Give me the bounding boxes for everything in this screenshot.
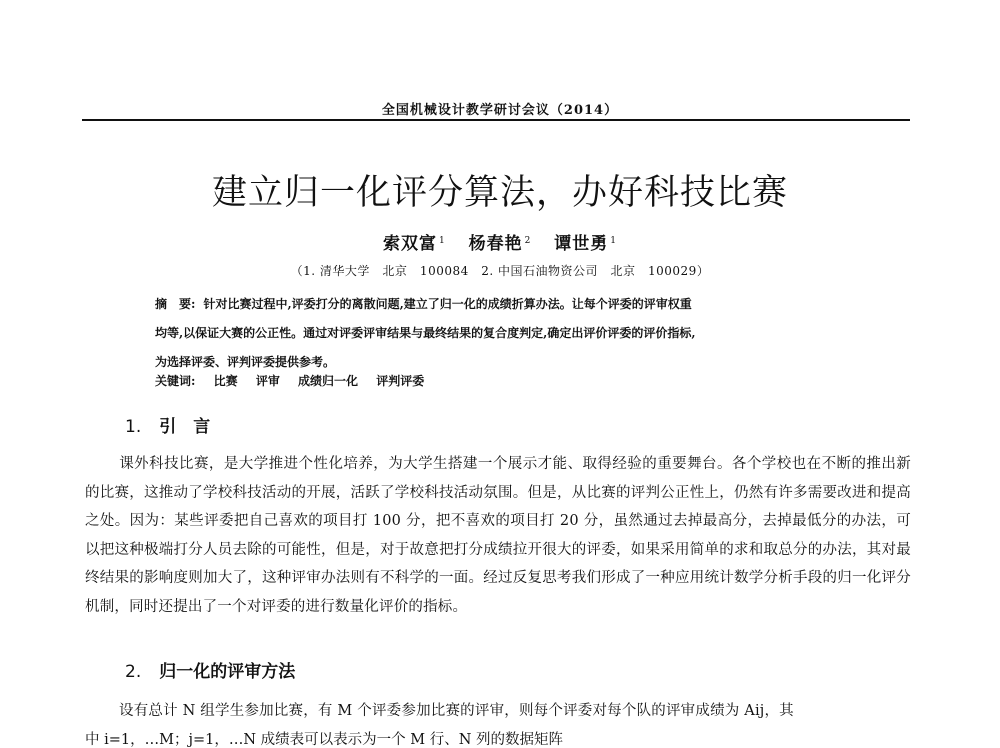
author-affil-sup: 1: [438, 236, 446, 246]
cut-off-line: 中 i=1，…M；j=1，…N 成绩表可以表示为一个 M 行、N 列的数据矩阵: [85, 732, 563, 748]
section-number: 2.: [125, 662, 142, 682]
author-list: [0, 229, 1000, 254]
abstract-line: 均等,以保证大赛的公正性。通过对评委评审结果与最终结果的复合度判定,确定出评价评委的评价指标,: [155, 326, 696, 340]
abstract-label: 摘 要:: [155, 297, 196, 311]
keyword: 比赛: [213, 374, 238, 388]
section-heading-method: [125, 657, 295, 682]
keyword: 成绩归一化: [298, 374, 359, 388]
running-header: 全国机械设计教学研讨会议（2014）: [381, 103, 619, 118]
paper-title: 建立归一化评分算法，办好科技比赛: [211, 173, 788, 213]
author-affil-sup: 2: [524, 236, 532, 246]
section-heading-intro: [125, 412, 210, 437]
section-title: 归一化的评审方法: [159, 662, 296, 682]
author-name: 杨春艳: [468, 234, 523, 254]
abstract-line: 为选择评委、评判评委提供参考。: [155, 355, 336, 369]
keyword: 评判评委: [376, 374, 425, 388]
section-number: 1.: [125, 417, 142, 437]
abstract-text: 针对比赛过程中,评委打分的离散问题,建立了归一化的成绩折算办法。让每个评委的评审权重: [203, 297, 692, 311]
abstract-line: [155, 290, 855, 319]
method-paragraph: [85, 697, 911, 726]
author-affil-sup: 1: [610, 236, 618, 246]
affiliations: （1. 清华大学 北京 100084 2. 中国石油物资公司 北京 100029）: [290, 264, 710, 278]
paragraph-text: 设有总计 N 组学生参加比赛，有 M 个评委参加比赛的评审，则每个评委对每个队的评审成绩为 Aij，其: [119, 703, 794, 719]
author-name: 索双富: [382, 234, 437, 254]
abstract: [155, 290, 855, 377]
keywords-label: 关键词:: [155, 374, 196, 388]
author-name: 谭世勇: [554, 234, 609, 254]
keywords: [155, 372, 438, 389]
section-title: 引 言: [159, 417, 211, 437]
intro-paragraph: [85, 450, 911, 621]
header-rule: [82, 119, 910, 121]
keyword: 评审: [255, 374, 280, 388]
paragraph-text: 课外科技比赛，是大学推进个性化培养，为大学生搭建一个展示才能、取得经验的重要舞台。各个学校也在不断的推出新的比赛，这推动了学校科技活动的开展，活跃了学校科技活动氛围。但是，从比赛的评判公正性上，仍然有许多需要改进和提高之处。因为：某些评委把自己喜欢的项目打 100 分，把不喜欢的项目打 20 分，虽然通过去掉最高分，去掉最低分的办法，可以把这种极端打分人员去除的可能性，但是，对于故意把打分成绩拉开很大的评委，如果采用简单的求和取总分的办法，其对最终结果的影响度则加大了，这种评审办法则有不科学的一面。经过反复思考我们形成了一种应用统计数学分析手段的归一化评分机制，同时还提出了一个对评委的进行数量化评价的指标。: [85, 456, 911, 615]
